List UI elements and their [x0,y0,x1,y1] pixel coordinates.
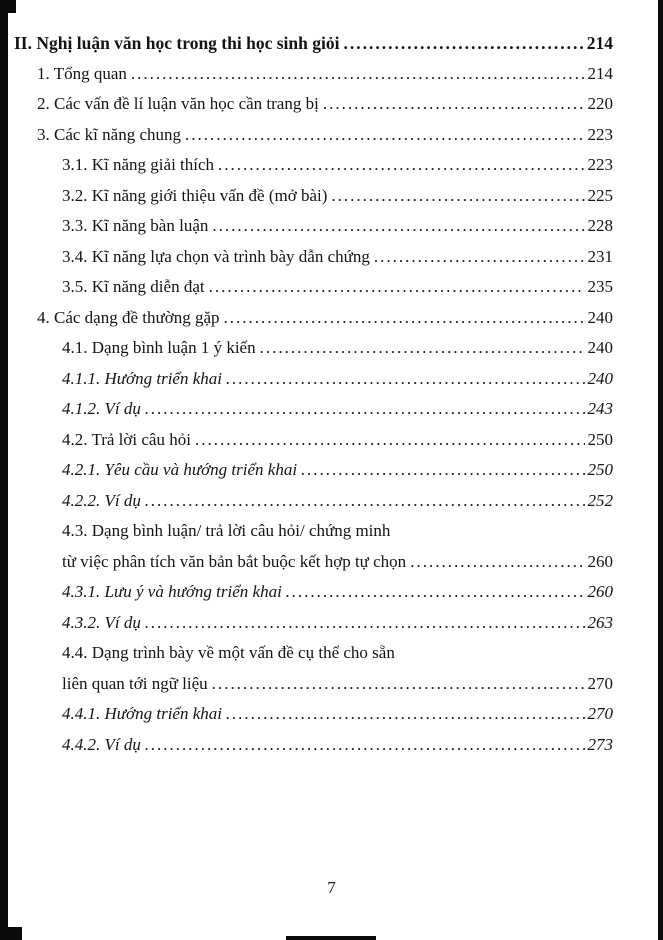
toc-entry-text: 1. Tổng quan [37,63,127,83]
dot-leader [224,303,585,334]
toc-entry-page: 231 [587,246,613,266]
toc-entry [0,150,613,181]
dot-leader [410,547,584,578]
dot-leader [185,120,585,151]
toc-entry [0,638,613,669]
dot-leader [218,150,584,181]
toc-entry [0,272,613,303]
toc-entry-page: 223 [587,155,613,174]
dot-leader [301,455,584,486]
dot-leader [343,28,583,59]
toc-entry-text: 2. Các vấn đề lí luận văn học cần trang bị [37,94,319,113]
dot-leader [374,242,585,273]
toc-entry-text: 4.1.2. Ví dụ [62,399,141,418]
toc-entry [0,28,613,59]
toc-entry [0,425,613,456]
toc-entry-continuation [0,669,613,700]
toc-entry-page: 250 [587,429,613,449]
dot-leader [331,181,584,212]
toc-entry-page: 228 [587,216,613,235]
toc-entry-text: 4.3. Dạng bình luận/ trả lời câu hỏi/ chứng minh [62,521,391,540]
dot-leader [145,608,585,639]
dot-leader [323,89,585,120]
toc-entry-text: 4.2. Trả lời câu hỏi [62,429,191,449]
toc-entry [0,608,613,639]
toc-entry-text: 3.1. Kĩ năng giải thích [62,155,215,174]
dot-leader [131,59,585,90]
dot-leader [260,333,585,364]
toc-entry [0,577,613,608]
toc-entry [0,211,613,242]
toc-entry-text: 3.5. Kĩ năng diễn đạt [62,277,205,296]
toc-entry-page: 214 [587,63,613,83]
toc-entry-page: 240 [587,368,613,388]
toc-entry [0,730,613,761]
toc-entry [0,120,613,151]
toc-entry-text: 4.4.1. Hướng triển khai [62,704,222,723]
dot-leader [226,364,585,395]
toc-entry-page: 223 [587,124,613,144]
dot-leader [209,272,585,303]
toc-entry-text: 3.3. Kĩ năng bàn luận [62,216,209,235]
toc-entry-text: II. Nghị luận văn học trong thi học sinh giỏi [14,33,340,53]
toc-entry-text: 4.1. Dạng bình luận 1 ý kiến [62,338,256,357]
toc-entry-page: 250 [587,460,613,479]
toc-entry-page: 240 [587,307,613,327]
toc-entry [0,181,613,212]
toc-entry [0,486,613,517]
toc-entry [0,364,613,395]
toc-entry-text: 4.4.2. Ví dụ [62,734,141,754]
dot-leader [286,577,585,608]
toc-entry-text: 3. Các kĩ năng chung [37,124,181,144]
toc-entry-text: 4.1.1. Hướng triển khai [62,368,222,388]
dot-leader [145,730,585,761]
dot-leader [195,425,585,456]
toc-entry-page: 243 [587,399,613,418]
toc-entry-text: liên quan tới ngữ liệu [62,673,208,693]
toc-entry-page: 260 [587,582,613,601]
dot-leader [226,699,585,730]
toc-entry-page: 273 [587,734,613,754]
toc-entry-text: 4. Các dạng đề thường gặp [37,307,220,327]
scan-mark-bottom-center [286,936,376,940]
toc-entry-text: 3.2. Kĩ năng giới thiệu vấn đề (mở bài) [62,185,328,205]
toc-entry [0,333,613,364]
toc-entry [0,455,613,486]
table-of-contents [0,28,663,760]
toc-entry-continuation [0,547,613,578]
toc-entry-page: 235 [587,277,613,296]
scan-mark-bottom [8,927,22,940]
dot-leader [145,486,585,517]
toc-entry-page: 240 [587,338,613,357]
toc-entry-page: 270 [587,673,613,693]
toc-entry-page: 263 [587,612,613,632]
toc-entry-page: 260 [587,551,613,571]
dot-leader [212,211,584,242]
toc-entry [0,59,613,90]
toc-entry-page: 214 [586,33,613,53]
dot-leader [145,394,585,425]
toc-entry-text: 4.2.1. Yêu cầu và hướng triển khai [62,460,298,479]
toc-entry-page: 252 [587,490,613,510]
toc-entry [0,303,613,334]
toc-entry [0,699,613,730]
dot-leader [212,669,585,700]
toc-entry [0,394,613,425]
toc-entry-page: 225 [587,185,613,205]
toc-entry [0,242,613,273]
page-number: 7 [327,878,336,897]
toc-entry [0,89,613,120]
toc-entry-text: 4.2.2. Ví dụ [62,490,141,510]
toc-entry-page: 270 [587,704,613,723]
toc-entry-text: 4.3.1. Lưu ý và hướng triển khai [62,582,282,601]
toc-entry-text: 4.4. Dạng trình bày về một vấn đề cụ thể cho sẵn [62,643,395,662]
toc-entry [0,516,613,547]
scan-mark-top [8,0,16,13]
toc-entry-page: 220 [587,94,613,113]
toc-entry-text: 3.4. Kĩ năng lựa chọn và trình bày dẫn chứng [62,246,370,266]
toc-entry-text: 4.3.2. Ví dụ [62,612,141,632]
toc-entry-text: từ việc phân tích văn bản bắt buộc kết hợp tự chọn [62,551,407,571]
